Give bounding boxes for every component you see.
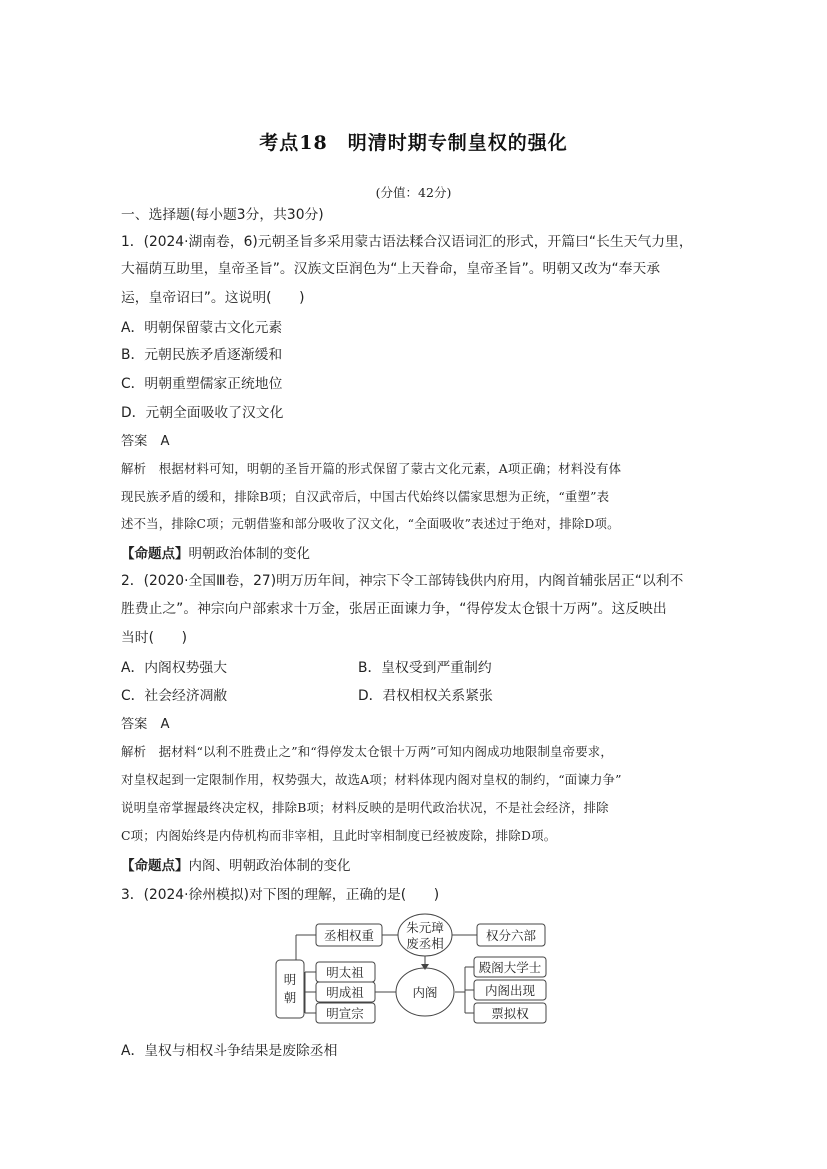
label-ming-1: 明 [283,972,297,987]
label-top-left: 丞相权重 [323,928,375,943]
label-emperor-3: 明宣宗 [326,1006,364,1021]
q2-stem-line-3: 当时( ) [121,630,187,646]
q1-option-d: D．元朝全面吸收了汉文化 [121,405,284,421]
q1-explanation-line-3: 述不当，排除C项；元朝借鉴和部分吸收了汉文化，“全面吸收”表述过于绝对，排除D项。 [121,516,620,531]
q1-explanation-line-2: 现民族矛盾的缓和，排除B项；自汉武帝后，中国古代始终以儒家思想为正统，“重塑”表 [121,489,610,504]
label-right-2: 内阁出现 [484,983,536,998]
q1-option-b: B．元朝民族矛盾逐渐缓和 [121,347,283,363]
q3-stem: 3．(2024·徐州模拟)对下图的理解，正确的是( ) [121,887,440,903]
box-left-ming [276,960,304,1018]
page-title: 考点18 明清时期专制皇权的强化 [259,132,568,154]
label-center-top-1: 朱元璋 [406,920,444,935]
q1-explanation-line-1: 解析 根据材料可知，明朝的圣旨开篇的形式保留了蒙古文化元素，A项正确；材料没有体 [121,461,622,476]
q2-stem-line-1: 2．(2020·全国Ⅲ卷，27)明万历年间，神宗下令工部铸钱供内府用，内阁首辅张居正“以利不 [121,573,684,589]
label-right-1: 殿阁大学士 [478,960,542,975]
section-heading: 一、选择题(每小题3分，共30分) [121,207,324,223]
q2-option-b: B．皇权受到严重制约 [358,660,492,676]
label-emperor-2: 明成祖 [326,985,364,1000]
q2-stem-line-2: 胜费止之”。神宗向户部索求十万金，张居正面谏力争，“得停发太仓银十万两”。这反映出 [121,601,667,617]
q2-option-d: D．君权相权关系紧张 [358,688,493,704]
q1-tag-label: 【命题点】 [121,546,189,562]
q2-option-c: C．社会经济凋敝 [121,688,228,704]
label-emperor-1: 明太祖 [326,965,364,980]
q1-option-c: C．明朝重塑儒家正统地位 [121,376,283,392]
q1-stem-line-2: 大福荫互助里，皇帝圣旨”。汉族文臣润色为“上天眷命，皇帝圣旨”。明朝又改为“奉天承 [121,261,661,277]
label-top-right: 权分六部 [485,928,537,943]
arrow-head [421,964,429,970]
ming-politics-diagram [270,910,560,1030]
label-center-top-2: 废丞相 [406,936,444,951]
q2-tag-label: 【命题点】 [121,858,189,874]
q2-explanation-line-3: 说明皇帝掌握最终决定权，排除B项；材料反映的是明代政治状况，不是社会经济，排除 [121,800,609,815]
q2-tag-text: 内阁、明朝政治体制的变化 [188,858,351,874]
q2-answer: 答案 A [121,717,170,732]
label-center: 内阁 [412,985,438,1000]
q1-stem-line-1: 1．(2024·湖南卷，6)元朝圣旨多采用蒙古语法糅合汉语词汇的形式，开篇曰“长生天气力里， [121,234,693,250]
q1-stem-line-3: 运，皇帝诏曰”。这说明( ) [121,290,305,306]
q2-explanation-line-4: C项；内阁始终是内侍机构而非宰相，且此时宰相制度已经被废除，排除D项。 [121,828,557,843]
q2-option-row-1 [121,656,227,676]
q1-tag-text: 明朝政治体制的变化 [188,546,310,562]
q2-tag [121,854,351,874]
q1-option-a: A．明朝保留蒙古文化元素 [121,320,283,336]
q2-option-a: A．内阁权势强大 [121,660,228,676]
q3-option-a: A．皇权与相权斗争结果是废除丞相 [121,1043,338,1059]
q2-explanation-line-2: 对皇权起到一定限制作用，权势强大，故选A项；材料体现内阁对皇权的制约，“面谏力争” [121,772,622,787]
q1-tag [121,542,310,562]
label-ming-2: 朝 [283,990,297,1005]
score-note: (分值：42分) [375,185,452,200]
label-right-3: 票拟权 [491,1006,529,1021]
q1-answer: 答案 A [121,434,170,449]
q2-explanation-line-1: 解析 据材料“以利不胜费止之”和“得停发太仓银十万两”可知内阁成功地限制皇帝要求， [121,744,613,759]
